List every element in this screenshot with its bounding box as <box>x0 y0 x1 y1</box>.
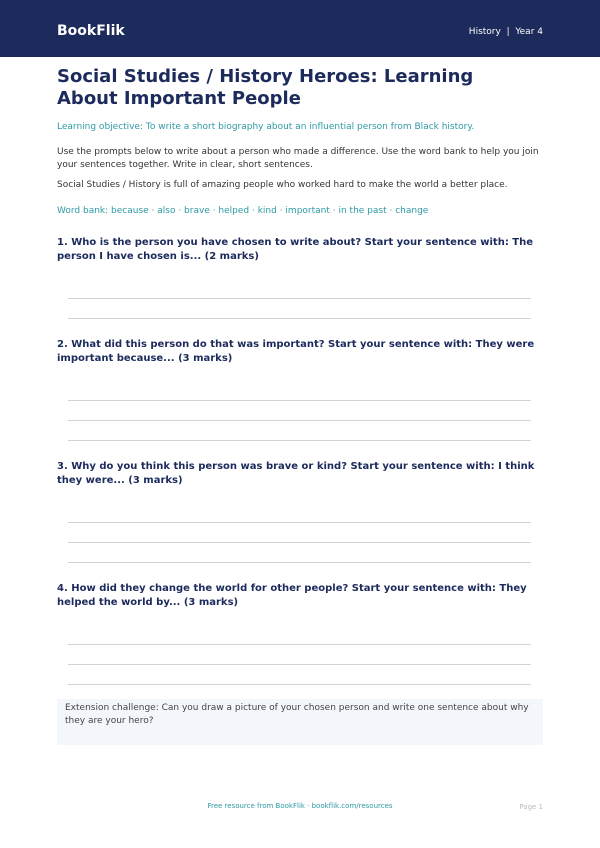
brand-logo-text: BookFlik <box>57 23 125 39</box>
learning-objective: Learning objective: To write a short biography about an influential person from Black history. <box>57 122 475 132</box>
subject-label: History <box>468 27 501 37</box>
footer-text: Free resource from BookFlik · bookflik.com/resources <box>207 802 393 810</box>
question-2: 2. What did this person do that was important? Start your sentence with: They were important because... (3 marks) <box>57 339 535 364</box>
word-bank: Word bank: because · also · brave · helped · kind · important · in the past · change <box>57 206 429 216</box>
page-title: Social Studies / History Heroes: Learning About Important People <box>57 66 474 109</box>
answer-line[interactable] <box>68 562 531 563</box>
answer-line[interactable] <box>68 664 531 665</box>
year-label: Year 4 <box>515 27 543 37</box>
extension-challenge: Extension challenge: Can you draw a picture of your chosen person and write one sentence about why they are your hero? <box>65 703 529 726</box>
question-3: 3. Why do you think this person was brave or kind? Start your sentence with: I think they were... (3 marks) <box>57 461 535 486</box>
answer-line[interactable] <box>68 298 531 299</box>
intro-text-secondary: Social Studies / History is full of amazing people who worked hard to make the world a better place. <box>57 180 508 190</box>
answer-line[interactable] <box>68 400 531 401</box>
question-4: 4. How did they change the world for other people? Start your sentence with: They helped the world by... (3 marks) <box>57 583 527 608</box>
answer-line[interactable] <box>68 522 531 523</box>
answer-line[interactable] <box>68 684 531 685</box>
intro-text: Use the prompts below to write about a person who made a difference. Use the word bank to help you join your sentences together. Write in clear, short sentences. <box>57 147 539 170</box>
extension-box <box>57 699 543 745</box>
answer-line[interactable] <box>68 440 531 441</box>
answer-line[interactable] <box>68 644 531 645</box>
meta-separator: | <box>506 27 510 37</box>
answer-line[interactable] <box>68 542 531 543</box>
answer-line[interactable] <box>68 420 531 421</box>
page-header <box>0 0 600 57</box>
page-number: Page 1 <box>519 803 543 811</box>
question-1: 1. Who is the person you have chosen to write about? Start your sentence with: The person I have chosen is... (2 marks) <box>57 237 534 262</box>
header-meta <box>469 27 543 37</box>
answer-line[interactable] <box>68 318 531 319</box>
